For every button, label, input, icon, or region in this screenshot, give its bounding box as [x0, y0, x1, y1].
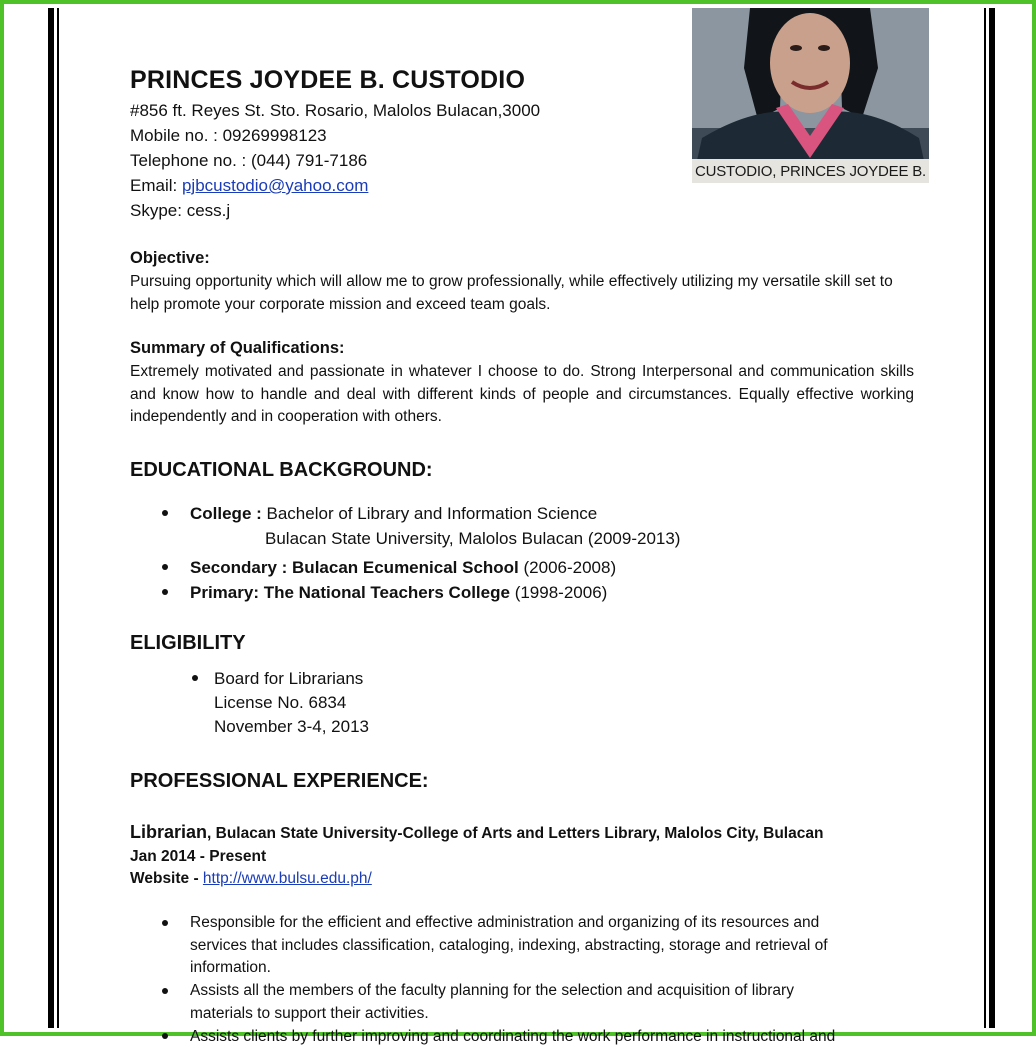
email-line: [130, 174, 368, 199]
email-label: Email:: [130, 176, 182, 195]
duties-list: [130, 912, 920, 1052]
left-outer-rule: [48, 8, 54, 1028]
secondary-entry: [190, 555, 616, 580]
skype-line: Skype: cess.j: [130, 201, 231, 220]
eligibility-date: November 3-4, 2013: [214, 717, 369, 736]
objective-heading: Objective:: [130, 249, 210, 267]
profile-photo: [692, 8, 929, 183]
education-list: [130, 501, 830, 611]
license-number: License No. 6834: [214, 693, 347, 712]
website-link[interactable]: http://www.bulsu.edu.ph/: [202, 870, 372, 887]
photo-caption: CUSTODIO, PRINCES JOYDEE B.: [692, 159, 929, 183]
email-link[interactable]: pjbcustodio@yahoo.com: [181, 176, 369, 195]
website-label: Website -: [130, 870, 203, 887]
college-label: College :: [190, 504, 267, 523]
bullet-icon: [162, 589, 168, 595]
job-title-line: [130, 822, 823, 843]
right-outer-rule: [989, 8, 995, 1028]
job-dates: Jan 2014 - Present: [130, 848, 267, 865]
secondary-years: (2006-2008): [518, 558, 617, 577]
objective-text: Pursuing opportunity which will allow me to grow professionally, while effectively utilizing my versatile skill set to help promote your corporate mission and exceed team goals.: [130, 273, 893, 313]
eligibility-heading: ELIGIBILITY: [130, 632, 246, 654]
bullet-icon: [162, 510, 168, 516]
job-role: Librarian: [130, 822, 208, 842]
primary-years: (1998-2006): [509, 583, 608, 602]
portrait-image: [692, 8, 929, 183]
bullet-icon: [162, 920, 168, 926]
eligibility-item: Board for Librarians: [214, 669, 364, 688]
duty-item: Responsible for the efficient and effective administration and organizing of its resources and services that includes classification, cataloging, indexing, abstracting, storage and retrieval of information.: [190, 914, 828, 976]
duty-item: Assists clients by further improving and coordinating the work performance in instructional and: [190, 1028, 836, 1045]
college-school: Bulacan State University, Malolos Bulacan (2009-2013): [265, 529, 681, 548]
telephone-line: Telephone no. : (044) 791-7186: [130, 151, 368, 170]
college-degree: Bachelor of Library and Information Science: [266, 504, 598, 523]
candidate-name: PRINCES JOYDEE B. CUSTODIO: [130, 66, 526, 94]
secondary-label: Secondary : Bulacan Ecumenical School: [190, 558, 519, 577]
address-line: #856 ft. Reyes St. Sto. Rosario, Malolos Bulacan,3000: [130, 101, 541, 120]
job-organization: , Bulacan State University-College of Arts and Letters Library, Malolos City, Bulacan: [207, 825, 824, 842]
education-heading: EDUCATIONAL BACKGROUND:: [130, 459, 433, 481]
experience-heading: PROFESSIONAL EXPERIENCE:: [130, 770, 429, 792]
primary-entry: [190, 580, 607, 605]
summary-heading: Summary of Qualifications:: [130, 339, 345, 357]
left-inner-rule: [57, 8, 59, 1028]
bullet-icon: [192, 675, 198, 681]
right-inner-rule: [984, 8, 986, 1028]
college-entry: [190, 501, 597, 526]
eligibility-list: [130, 666, 630, 746]
primary-label: Primary: The National Teachers College: [190, 583, 510, 602]
bullet-icon: [162, 564, 168, 570]
mobile-line: Mobile no. : 09269998123: [130, 126, 327, 145]
summary-text: Extremely motivated and passionate in whatever I choose to do. Strong Interpersonal and communication skills and know how to handle and deal with different kinds of people and circumstances. Equally effective working independently and in cooperation with others.: [130, 363, 914, 425]
website-line: [130, 870, 372, 888]
bullet-icon: [162, 1033, 168, 1039]
duty-item: Assists all the members of the faculty planning for the selection and acquisition of library materials to support their activities.: [190, 982, 794, 1022]
bullet-icon: [162, 988, 168, 994]
